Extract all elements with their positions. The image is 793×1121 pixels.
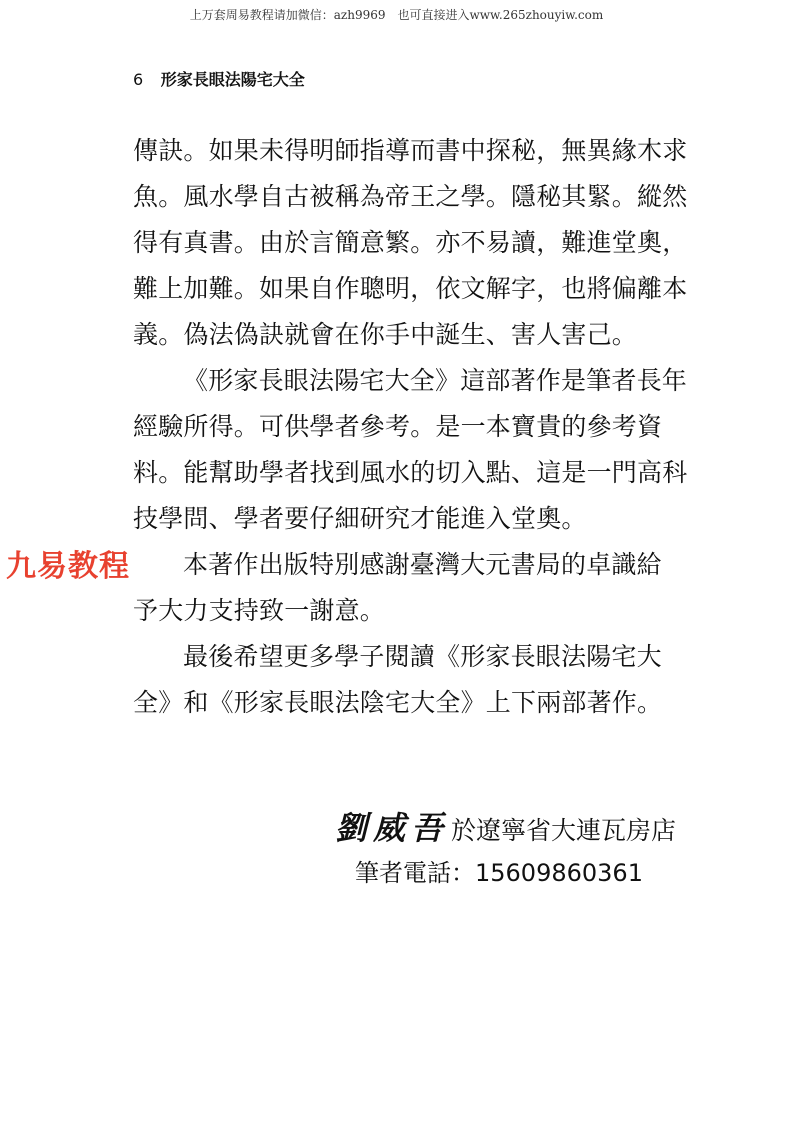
- author-signature: [335, 803, 676, 849]
- text-line: 本著作出版特別感謝臺灣大元書局的卓識給: [183, 550, 662, 579]
- page-number: 6: [133, 70, 144, 89]
- top-banner: 上万套周易教程请加微信：azh9969 也可直接进入www.265zhouyiw.com: [189, 8, 604, 22]
- book-title: 形家長眼法陽宅大全: [160, 70, 305, 89]
- body-text: [133, 128, 688, 726]
- text-line: 技學問、學者要仔細研究才能進入堂奧。: [133, 504, 587, 533]
- text-line: 予大力支持致一謝意。: [133, 596, 386, 625]
- text-line: 魚。風水學自古被稱為帝王之學。隱秘其緊。縱然: [133, 182, 688, 211]
- text-line: 傳訣。如果未得明師指導而書中探秘，無異緣木求: [133, 136, 688, 165]
- text-line: 最後希望更多學子閱讀《形家長眼法陽宅大: [183, 642, 662, 671]
- author-phone: 筆者電話：15609860361: [355, 859, 643, 887]
- text-line: 料。能幫助學者找到風水的切入點、這是一門高科: [133, 458, 688, 487]
- running-header: [133, 67, 305, 90]
- text-line: 難上加難。如果自作聰明，依文解字，也將偏離本: [133, 274, 688, 303]
- text-line: 《形家長眼法陽宅大全》這部著作是筆者長年: [183, 366, 688, 395]
- watermark-logo: 九易教程: [6, 549, 130, 584]
- text-line: 經驗所得。可供學者參考。是一本寶貴的參考資: [133, 412, 663, 441]
- text-line: 義。偽法偽訣就會在你手中誕生、害人害己。: [133, 320, 638, 349]
- text-line: 得有真書。由於言簡意繁。亦不易讀，難進堂奧，: [133, 228, 688, 257]
- author-name: 劉威吾: [335, 809, 450, 847]
- author-location: 於遼寧省大連瓦房店: [451, 816, 677, 845]
- text-line: 全》和《形家長眼法陰宅大全》上下兩部著作。: [133, 688, 663, 717]
